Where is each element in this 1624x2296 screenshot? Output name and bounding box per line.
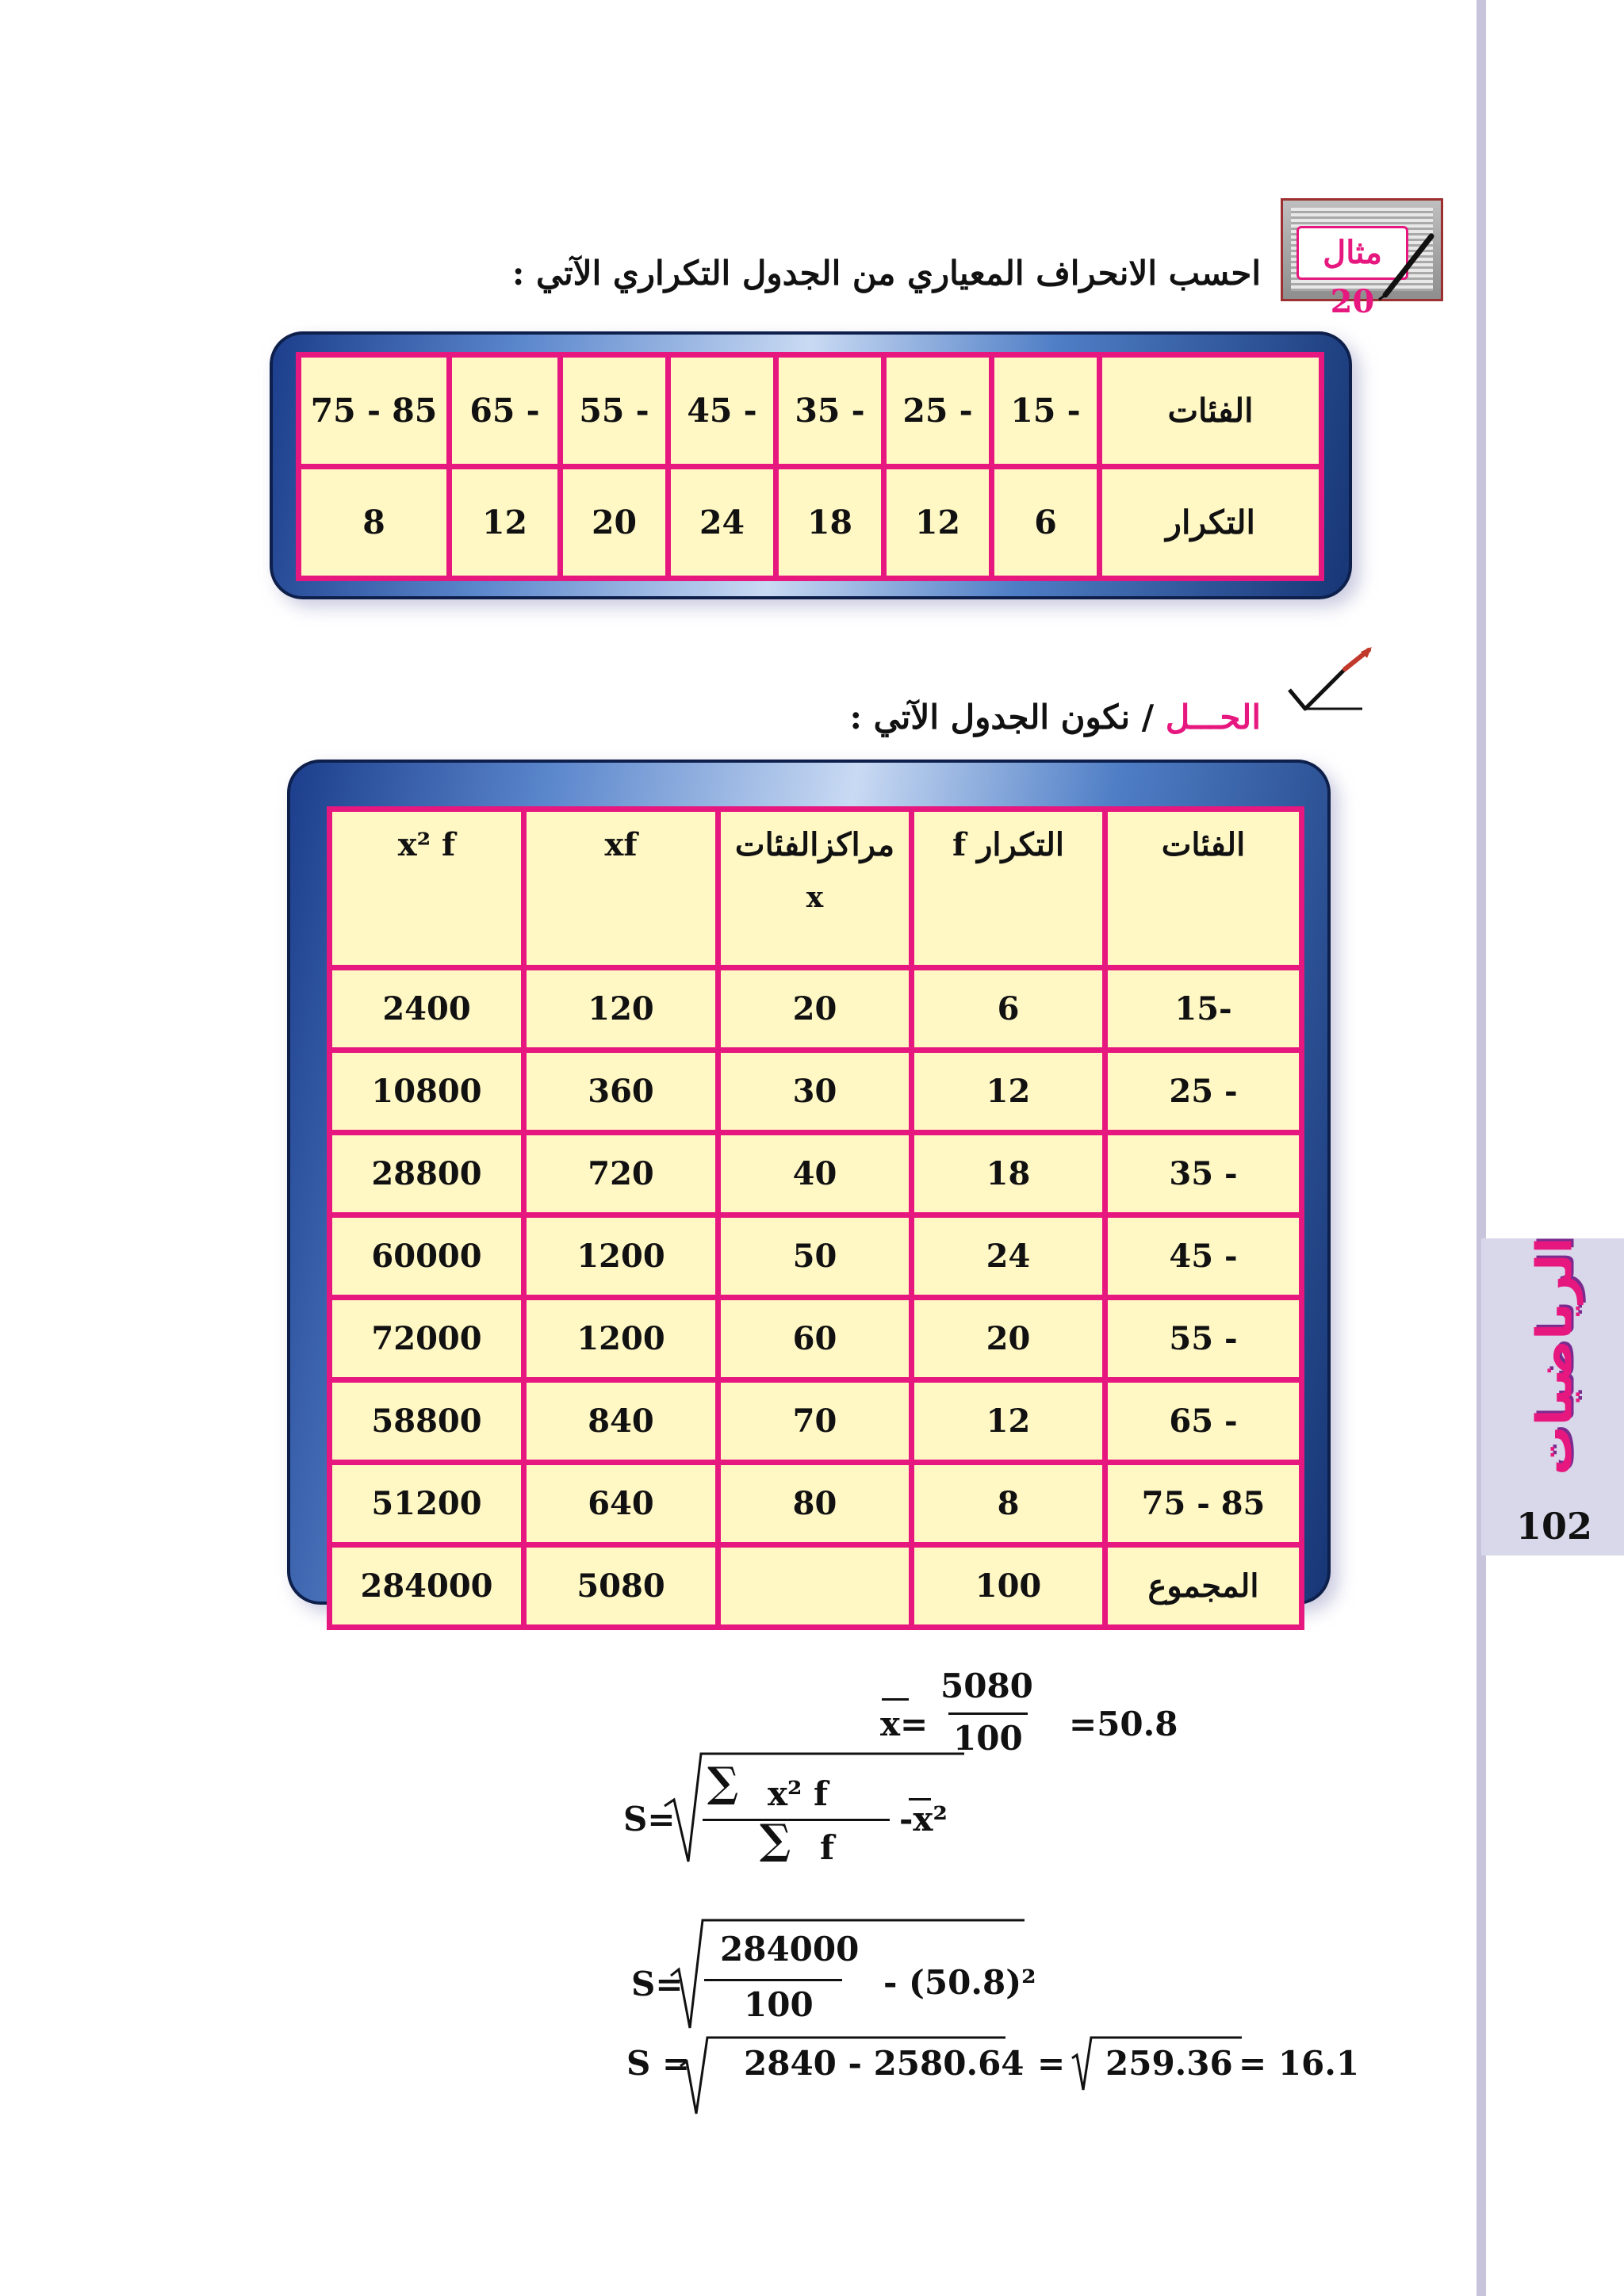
header-xf: xf — [524, 809, 718, 968]
table-cell: 12 — [912, 1050, 1105, 1133]
page-number: 102 — [1515, 1505, 1593, 1548]
s-lhs-step3: S = — [626, 2044, 691, 2083]
header-class-midpoint — [718, 809, 912, 968]
table-cell: 75 - 85 — [299, 355, 450, 467]
table-cell: 70 — [718, 1380, 912, 1463]
table-cell: 55 - — [561, 355, 668, 467]
question-text: احسب الانحراف المعياري من الجدول التكراري الآتي : — [511, 254, 1261, 293]
mean-lhs: x= — [880, 1705, 929, 1743]
table-cell: 40 — [718, 1133, 912, 1215]
solution-line — [714, 690, 1261, 745]
mean-numerator: 5080 — [940, 1667, 1033, 1705]
table-row — [330, 1463, 1302, 1545]
table-cell: 100 — [912, 1545, 1105, 1628]
mean-fraction-bar — [948, 1712, 1028, 1715]
sigma-icon: ∑ — [707, 1758, 739, 1807]
table-cell: 58800 — [330, 1380, 524, 1463]
table-cell: 360 — [524, 1050, 718, 1133]
table-header-row — [330, 809, 1302, 968]
table-cell: 8 — [912, 1463, 1105, 1545]
table-cell: 45 - — [1105, 1215, 1302, 1298]
side-brand-text: الرياضيات — [1525, 1236, 1584, 1475]
table-cell: 80 — [718, 1463, 912, 1545]
header-class-midpoint-x: x — [806, 881, 824, 914]
table-cell: 840 — [524, 1380, 718, 1463]
header-frequency: التكرار f — [912, 809, 1105, 968]
sum-numerator: x² f — [768, 1774, 829, 1813]
computation-table — [327, 806, 1304, 1630]
table-cell: 720 — [524, 1133, 718, 1215]
table-cell: 8 — [299, 467, 450, 579]
table-cell: 15 - — [992, 355, 1100, 467]
table-cell: 1200 — [524, 1298, 718, 1380]
table-cell: 15- — [1105, 968, 1302, 1050]
table-row — [330, 1215, 1302, 1298]
table-cell: 284000 — [330, 1545, 524, 1628]
header-x2f: x² f — [330, 809, 524, 968]
table-cell: 10800 — [330, 1050, 524, 1133]
table-cell: 75 - 85 — [1105, 1463, 1302, 1545]
table-cell: 20 — [912, 1298, 1105, 1380]
s-lhs: S= — [623, 1800, 676, 1839]
table-cell: 25 - — [1105, 1050, 1302, 1133]
table-cell: 51200 — [330, 1463, 524, 1545]
table-cell: 18 — [776, 467, 884, 579]
minus-xbar-squared: -x² — [899, 1800, 948, 1839]
mean-result: =50.8 — [1069, 1705, 1178, 1743]
table-cell: 50 — [718, 1215, 912, 1298]
table-cell — [718, 1545, 912, 1628]
checkmark-icon — [1283, 641, 1378, 720]
table-cell: 5080 — [524, 1545, 718, 1628]
solution-separator: / — [1141, 698, 1155, 737]
header-class-midpoint-label: مراكزالفئات — [734, 826, 895, 863]
side-strip — [1477, 0, 1486, 2296]
table-cell: المجموع — [1105, 1545, 1302, 1628]
table-cell: 24 — [912, 1215, 1105, 1298]
table-header-cell: الفئات — [1100, 355, 1322, 467]
step3-inner2: 259.36 — [1105, 2044, 1233, 2083]
table-cell: 12 — [884, 467, 992, 579]
table-cell: 24 — [668, 467, 776, 579]
table-row — [330, 1133, 1302, 1215]
table-row — [330, 1380, 1302, 1463]
table-cell: 55 - — [1105, 1298, 1302, 1380]
s-lhs: S= — [631, 1965, 684, 2003]
table-cell: 20 — [561, 467, 668, 579]
table-cell: 6 — [912, 968, 1105, 1050]
table-cell: 35 - — [1105, 1133, 1302, 1215]
xbar-overline — [882, 1698, 909, 1701]
table-cell: 65 - — [450, 355, 561, 467]
pencil-icon — [1376, 230, 1439, 301]
table-cell: 120 — [524, 968, 718, 1050]
table-total-row — [330, 1545, 1302, 1628]
table-cell: 2400 — [330, 968, 524, 1050]
table-cell: 45 - — [668, 355, 776, 467]
solution-text: نكون الجدول الآتي : — [849, 698, 1131, 737]
step2-fraction-bar — [704, 1979, 842, 1981]
step3-equals: = — [1037, 2044, 1066, 2083]
table-cell: 6 — [992, 467, 1100, 579]
table-row — [299, 467, 1322, 579]
table-row — [330, 1050, 1302, 1133]
solution-label: الحـــل — [1165, 698, 1261, 737]
mean-denominator: 100 — [953, 1719, 1023, 1758]
table-cell: 1200 — [524, 1215, 718, 1298]
table-cell: 12 — [912, 1380, 1105, 1463]
sum-denominator: f — [820, 1828, 835, 1867]
example-label: مثال 20 — [1297, 226, 1408, 280]
table-cell: 18 — [912, 1133, 1105, 1215]
header-classes: الفئات — [1105, 809, 1302, 968]
table-row — [299, 355, 1322, 467]
step2-denominator: 100 — [744, 1985, 814, 2024]
table-cell: 35 - — [776, 355, 884, 467]
table-cell: 28800 — [330, 1133, 524, 1215]
table-row — [330, 1298, 1302, 1380]
step2-numerator: 284000 — [720, 1930, 860, 1969]
sum-fraction-bar — [703, 1819, 890, 1821]
table-cell: 30 — [718, 1050, 912, 1133]
table-row — [330, 968, 1302, 1050]
table-cell: 72000 — [330, 1298, 524, 1380]
table-cell: 60000 — [330, 1215, 524, 1298]
table-header-cell: التكرار — [1100, 467, 1322, 579]
step3-result: = 16.1 — [1239, 2044, 1360, 2083]
step2-tail: - (50.8)² — [883, 1963, 1036, 2002]
step3-inner: 2840 - 2580.64 — [744, 2044, 1025, 2083]
table-cell: 640 — [524, 1463, 718, 1545]
table-cell: 60 — [718, 1298, 912, 1380]
table-cell: 12 — [450, 467, 561, 579]
side-brand — [1515, 1236, 1594, 1475]
sigma-icon: ∑ — [760, 1816, 791, 1864]
table-cell: 25 - — [884, 355, 992, 467]
table-cell: 65 - — [1105, 1380, 1302, 1463]
table-cell: 20 — [718, 968, 912, 1050]
frequency-table — [296, 352, 1324, 581]
